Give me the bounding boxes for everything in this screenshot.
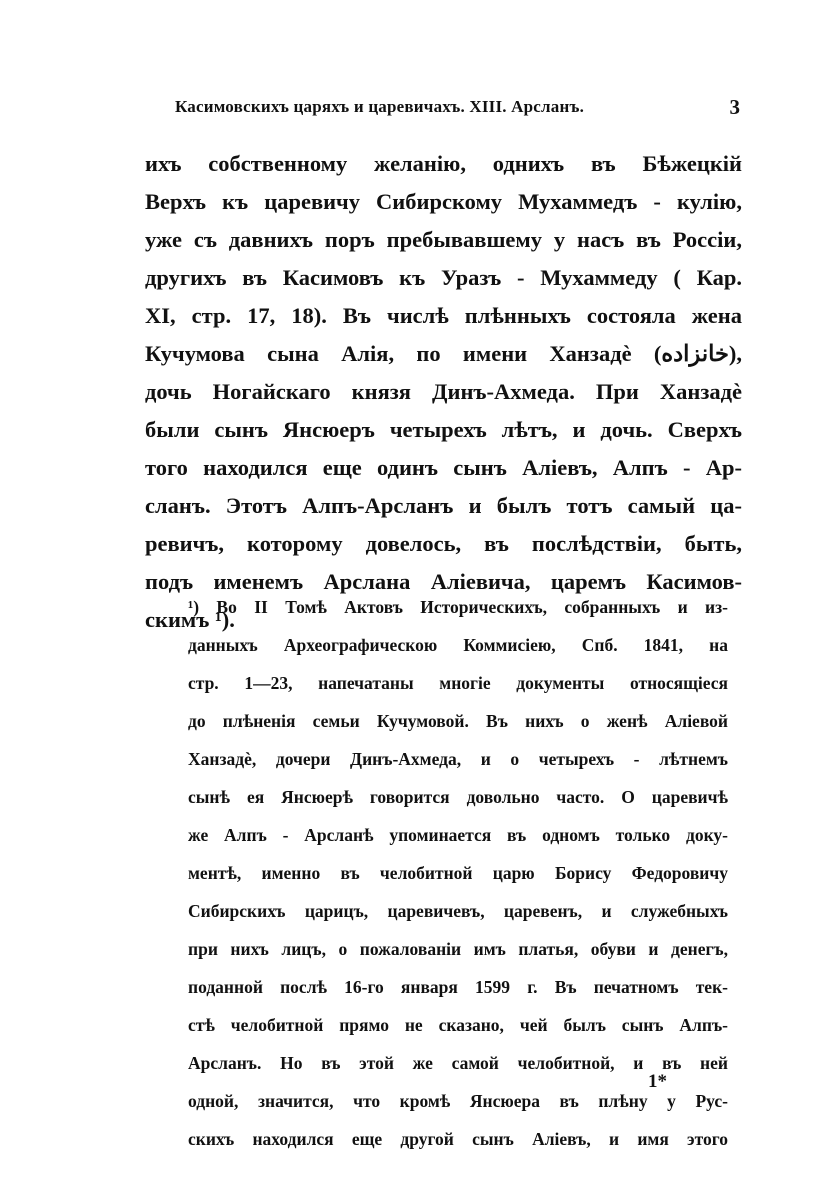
text-line: скимъ ¹).	[145, 607, 235, 632]
footnote-line: ментѣ, именно въ челобитной царю Борису Федоровичу	[188, 863, 728, 883]
page-number: 3	[729, 95, 740, 119]
signature-mark: 1*	[648, 1071, 667, 1092]
text-line: сланъ. Этотъ Алпъ-Арсланъ и былъ тотъ самый ца-	[145, 493, 742, 518]
text-line: уже съ давнихъ поръ пребывавшему у насъ въ Россіи,	[145, 227, 742, 252]
footnote-line: одной, значится, что кромѣ Янсюера въ плѣну у Рус-	[188, 1091, 728, 1111]
text-line: подъ именемъ Арслана Алiевича, царемъ Касимов-	[145, 569, 742, 594]
footnote-line: стр. 1—23, напечатаны многіе документы относящіеся	[188, 673, 728, 693]
text-line: ревичъ, которому довелось, въ послѣдствіи, быть,	[145, 531, 742, 556]
footnote	[188, 588, 728, 1158]
text-line: Верхъ къ царевичу Сибирскому Мухаммедъ - кулію,	[145, 189, 742, 214]
footnote-line: сынѣ ея Янсюерѣ говорится довольно часто. О царевичѣ	[188, 787, 728, 807]
footnote-line: же Алпъ - Арсланѣ упоминается въ одномъ только доку-	[188, 825, 728, 845]
footnote-line: ¹) Во II Томѣ Актовъ Историческихъ, собранныхъ и из-	[188, 597, 728, 617]
footnote-line: данныхъ Археографическою Коммисіею, Спб. 1841, на	[188, 635, 728, 655]
main-text	[145, 145, 742, 639]
footnote-line: при нихъ лицъ, о пожалованіи имъ платья, обуви и денегъ,	[188, 939, 728, 959]
footnote-line: Арсланъ. Но въ этой же самой челобитной, и въ ней	[188, 1053, 728, 1073]
text-line: дочь Ногайскаго князя Динъ-Ахмеда. При Ханзадѐ	[145, 379, 742, 404]
text-line: Кучумова сына Алія, по имени Ханзадѐ (خانزاده),	[145, 341, 742, 366]
footnote-line: Сибирскихъ царицъ, царевичевъ, царевенъ, и служебныхъ	[188, 901, 728, 921]
footnote-line: поданной послѣ 16-го января 1599 г. Въ печатномъ тек-	[188, 977, 728, 997]
text-line: того находился еще одинъ сынъ Алiевъ, Алпъ - Ар-	[145, 455, 742, 480]
footnote-line: Ханзадѐ, дочери Динъ-Ахмеда, и о четырехъ - лѣтнемъ	[188, 749, 728, 769]
footnote-line: стѣ челобитной прямо не сказано, чей былъ сынъ Алпъ-	[188, 1015, 728, 1035]
header-title: Касимовскихъ царяхъ и царевичахъ. XIII. Арсланъ.	[175, 97, 585, 116]
text-line: были сынъ Янсюеръ четырехъ лѣтъ, и дочь. Сверхъ	[145, 417, 742, 442]
text-line: другихъ въ Касимовъ къ Уразъ - Мухаммеду ( Кар.	[145, 265, 742, 290]
running-header	[175, 90, 740, 124]
footnote-line: до плѣненія семьи Кучумовой. Въ нихъ о женѣ Алiевой	[188, 711, 728, 731]
footnote-line: скихъ находился еще другой сынъ Алiевъ, и имя этого	[188, 1129, 728, 1149]
text-line: XI, стр. 17, 18). Въ числѣ плѣнныхъ состояла жена	[145, 303, 742, 328]
text-line: ихъ собственному желанію, однихъ въ Бѣжецкій	[145, 151, 742, 176]
